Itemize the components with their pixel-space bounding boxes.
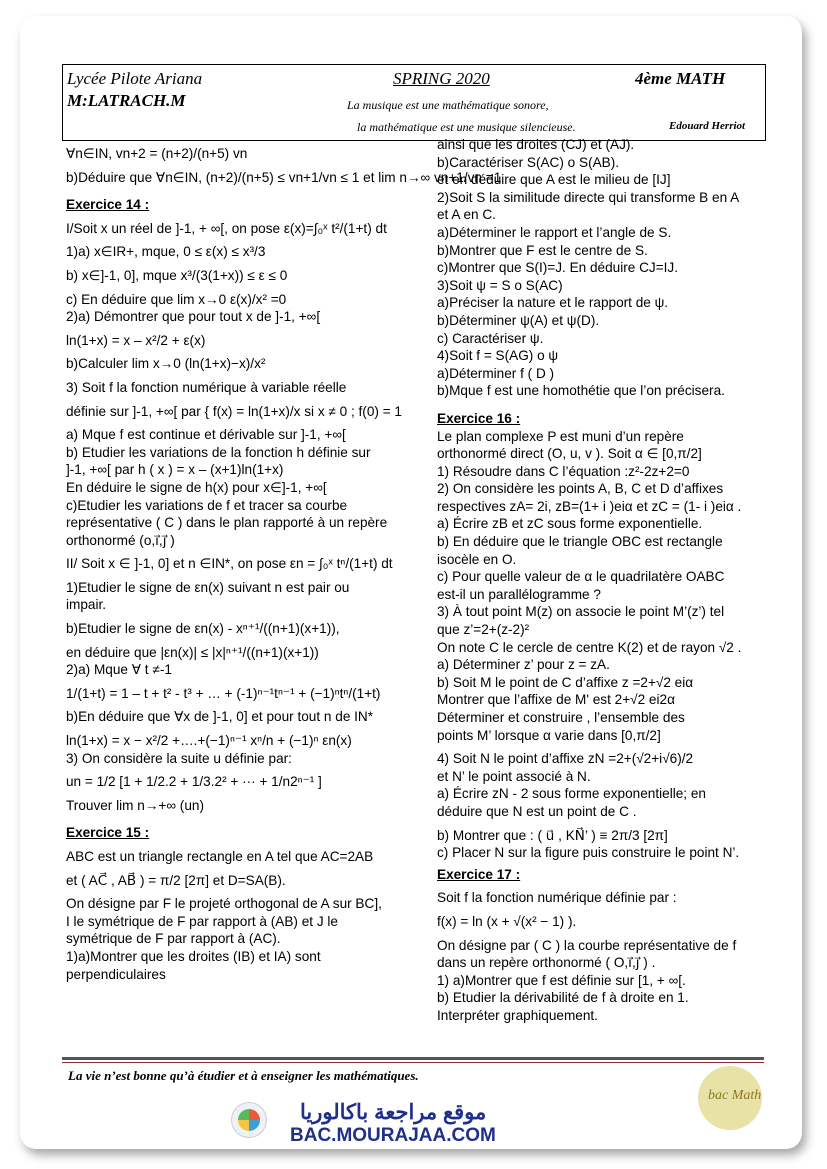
text-line: c)Montrer que S(I)=J. En déduire CJ=IJ. [437,260,679,276]
logo-text: bac Math [708,1088,762,1103]
text-line: 1)a)Montrer que les droites (IB) et IA) sont [66,948,321,964]
text-line: ∀n∈IN, vn+2 = (n+2)/(n+5) vn [66,146,248,161]
text-line: 1) a)Montrer que f est définie sur [1, + ∞[. [437,972,686,988]
footer-divider-thin [62,1062,764,1063]
header-box [62,64,766,141]
text-line: b)Déterminer ψ(A) et ψ(D). [437,312,600,328]
site-url-link[interactable]: BAC.MOURAJAA.COM [290,1125,496,1146]
bac-math-logo [698,1066,762,1130]
level-label: 4ème MATH [635,69,726,88]
text-line: c) Pour quelle valeur de α le quadrilatère OABC [437,569,725,585]
text-line: c) Caractériser ψ. [437,330,544,346]
text-line: On désigne par F le projeté orthogonal de A sur BC], [66,896,382,912]
text-line: b)Calculer lim x→0 (ln(1+x)−x)/x² [66,356,266,372]
exercise-15-title: Exercice 15 : [66,825,150,841]
text-line: a)Préciser la nature et le rapport de ψ. [437,295,669,311]
text-line: Montrer que l’affixe de M' est 2+√2 ei2α [437,692,675,708]
text-line: 1)a) x∈IR+, mque, 0 ≤ ε(x) ≤ x³/3 [66,244,266,260]
text-line: b) x∈]-1, 0], mque x³/(3(1+x)) ≤ ε ≤ 0 [66,267,288,283]
text-line: b) Etudier la dérivabilité de f à droite en 1. [437,990,689,1006]
text-line: ln(1+x) = x − x²/2 +….+(−1)ⁿ⁻¹ xⁿ/n + (−1)ⁿ εn(x) [66,733,352,749]
text-line: ABC est un triangle rectangle en A tel que AC=2AB [66,849,374,864]
text-line: points M’ lorsque α varie dans [0,π/2] [437,727,661,743]
text-line: Le plan complexe P est muni d’un repère [437,428,684,444]
site-logo-icon [231,1102,267,1138]
text-line: 3)Soit ψ = S o S(AC) [437,277,563,293]
text-line: Trouver lim n→+∞ (un) [66,797,204,813]
text-line: Interpréter graphiquement. [437,1007,598,1023]
text-line: b) Soit M le point de C d’affixe z =2+√2 eiα [437,674,694,690]
text-line: 2)a) Mque ∀ t ≠-1 [66,662,172,678]
text-line: ainsi que les droites (CJ) et (AJ). [437,137,635,152]
text-line: b) Etudier les variations de la fonction h définie sur [66,444,371,460]
text-line: b)Déduire que ∀n∈IN, (n+2)/(n+5) ≤ vn+1/vn ≤ 1 et lim n→∞ vn+1/vn =1 [66,169,502,185]
text-line: 3) On considère la suite u définie par: [66,750,292,766]
text-line: On désigne par ( C ) la courbe représentative de f [437,937,737,953]
text-line: b)En déduire que ∀x de ]-1, 0] et pour tout n de IN* [66,709,374,725]
text-line: b)Mque f est une homothétie que l’on précisera. [437,383,725,399]
text-line: En déduire le signe de h(x) pour x∈]-1, +∞[ [66,479,327,495]
text-line: a) Déterminer z’ pour z = zA. [437,657,610,673]
text-line: 2) On considère les points A, B, C et D d’affixes [437,481,724,497]
text-line: c) En déduire que lim x→0 ε(x)/x² =0 [66,291,287,307]
text-line: Soit f la fonction numérique définie par : [437,890,677,906]
text-line: et A en C. [437,207,496,223]
text-line: a) Écrire zB et zC sous forme exponentielle. [437,516,703,532]
text-line: a) Écrire zN - 2 sous forme exponentielle; en [437,786,706,802]
text-line: un = 1/2 [1 + 1/2.2 + 1/3.2² + ··· + 1/n2ⁿ⁻¹ ] [66,774,322,790]
text-line: I le symétrique de F par rapport à (AB) et J le [66,913,338,929]
text-line: 2)Soit S la similitude directe qui transforme B en A [437,189,740,205]
text-line: b)Etudier le signe de εn(x) - xⁿ⁺¹/((n+1)(x+1)), [66,621,340,637]
text-line: orthonormé (o,i⃗,j⃗ ) [66,532,175,548]
text-line: ln(1+x) = x – x²/2 + ε(x) [66,332,206,348]
text-line: a) Mque f est continue et dérivable sur ]-1, +∞[ [66,427,346,443]
text-line: 3) Soit f la fonction numérique à variable réelle [66,379,347,395]
text-line: symétrique de F par rapport à (AC). [66,931,281,947]
text-line: déduire que N est un point de C . [437,803,637,819]
text-line: c)Etudier les variations de f et tracer sa courbe [66,497,348,513]
text-line: perpendiculaires [66,966,166,982]
quote-author: Edouard Herriot [669,120,746,132]
exercise-17-title: Exercice 17 : [437,866,521,882]
session-label: SPRING 2020 [393,69,490,88]
text-line: b) Montrer que : ( u⃗ , KN⃗’ ) ≡ 2π/3 [2π] [437,827,668,843]
text-line: que z’=2+(z-2)² [437,622,530,638]
text-line: ]-1, +∞[ par h ( x ) = x – (x+1)ln(1+x) [66,462,284,478]
text-line: b) En déduire que le triangle OBC est rectangle [437,534,723,550]
text-line: en déduire que |εn(x)| ≤ |x|ⁿ⁺¹/((n+1)(x+1)) [66,644,319,660]
text-line: On note C le cercle de centre K(2) et de rayon √2 . [437,639,742,655]
text-line: b)Caractériser S(AC) o S(AB). [437,154,620,170]
text-line: dans un repère orthonormé ( O,i⃗,j⃗ ) . [437,955,656,971]
exercise-14-title: Exercice 14 : [66,197,150,213]
text-line: Déterminer et construire , l’ensemble des [437,710,685,725]
author-name: M:LATRACH.M [67,91,186,110]
text-line: 4)Soit f = S(AG) o ψ [437,348,559,364]
text-line: 1/(1+t) = 1 – t + t² - t³ + … + (-1)ⁿ⁻¹tⁿ⁻¹ + (−1)ⁿtⁿ/(1+t) [66,685,381,701]
text-line: respectives zA= 2i, zB=(1+ i )eiα et zC = (1- i )eiα . [437,498,742,514]
school-name: Lycée Pilote Ariana [67,69,203,88]
text-line: impair. [66,597,107,613]
text-line: 4) Soit N le point d’affixe zN =2+(√2+i√6)/2 [437,751,694,767]
text-line: représentative ( C ) dans le plan rapporté à un repère [66,515,388,531]
text-line: isocèle en O. [437,551,517,567]
right-column [437,136,772,1025]
text-line: c) Placer N sur la figure puis construire le point N’. [437,845,740,861]
site-arabic-name[interactable]: موقع مراجعة باكالوريا [300,1101,487,1124]
text-line: f(x) = ln (x + √(x² − 1) ). [437,913,577,929]
text-line: I/Soit x un réel de ]-1, + ∞[, on pose ε(x)=∫₀ˣ t²/(1+t) dt [66,220,387,236]
quote-line-2: la mathématique est une musique silencieuse. [357,120,576,134]
text-line: et N’ le point associé à N. [437,768,591,784]
text-line: et ( AC⃗ , AB⃗ ) = π/2 [2π] et D=SA(B). [66,872,286,888]
text-line: 1) Résoudre dans C l’équation :z²-2z+2=0 [437,463,690,479]
quote-line-1: La musique est une mathématique sonore, [347,98,549,112]
footer-divider [62,1057,764,1060]
footer-motto: La vie n’est bonne qu’à étudier et à enseigner les mathématiques. [68,1068,419,1083]
exercise-16-title: Exercice 16 : [437,410,521,426]
text-line: a)Déterminer le rapport et l’angle de S. [437,224,672,240]
text-line: b)Montrer que F est le centre de S. [437,242,648,258]
text-line: orthonormé direct (O, u, v ). Soit α ∈ [0,π/2] [437,446,702,462]
text-line: a)Déterminer f ( D ) [437,365,555,381]
text-line: II/ Soit x ∈ ]-1, 0] et n ∈IN*, on pose εn = ∫₀ˣ tⁿ/(1+t) dt [66,556,393,572]
text-line: définie sur ]-1, +∞[ par { f(x) = ln(1+x)/x si x ≠ 0 ; f(0) = 1 [66,403,402,419]
text-line: 3) À tout point M(z) on associe le point M’(z’) tel [437,604,725,620]
text-line: et en déduire que A est le milieu de [IJ] [437,172,671,188]
text-line: 1)Etudier le signe de εn(x) suivant n est pair ou [66,579,350,595]
text-line: 2)a) Démontrer que pour tout x de ]-1, +∞[ [66,309,321,325]
text-line: est-il un parallélogramme ? [437,586,601,602]
